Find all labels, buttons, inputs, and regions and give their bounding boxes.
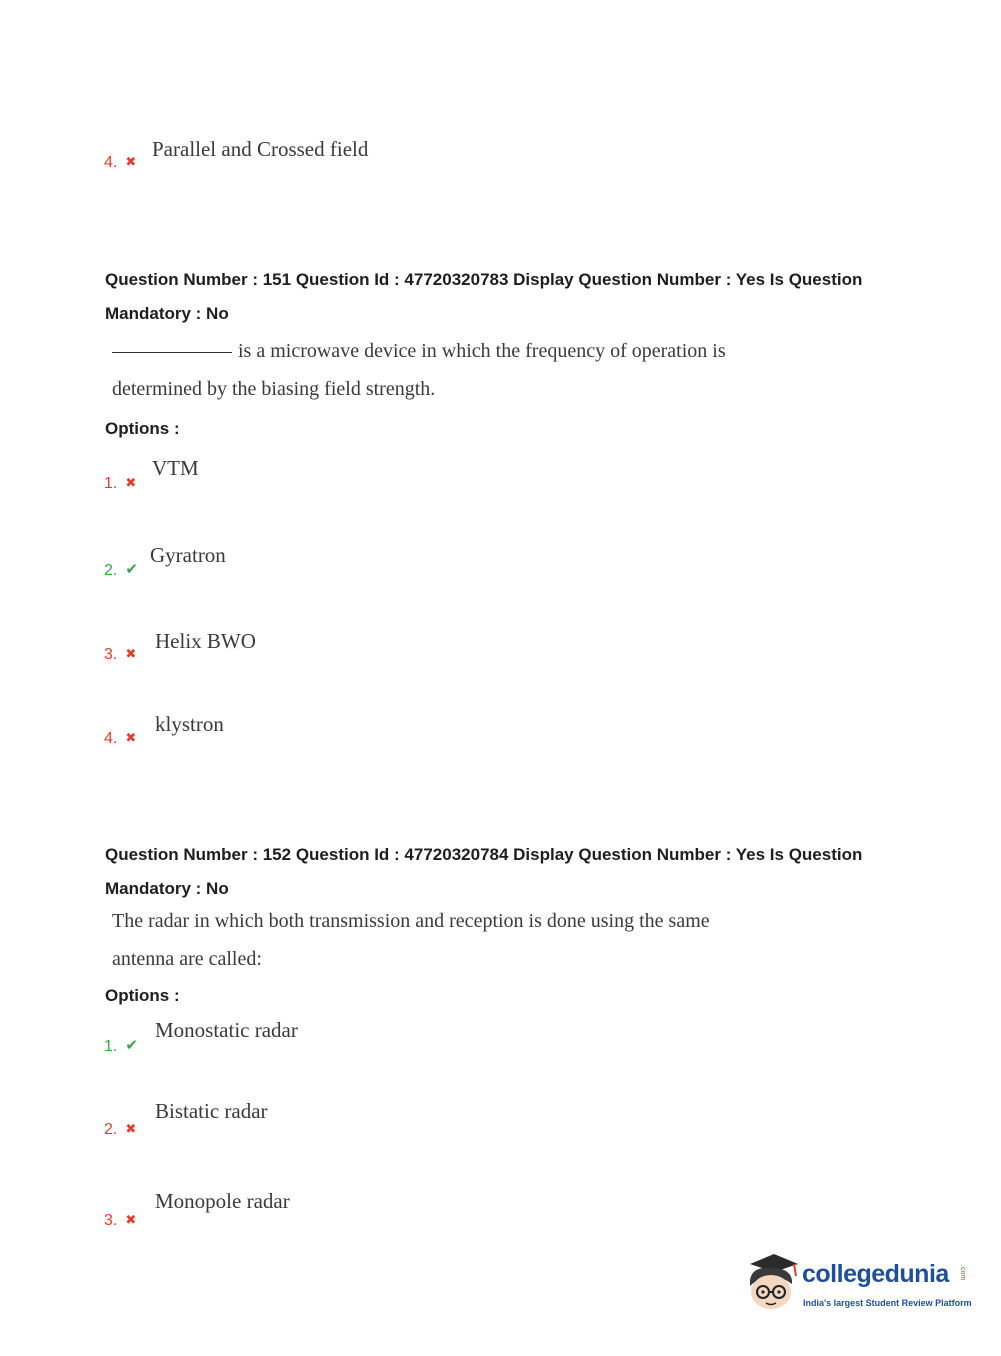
question-text: [112, 902, 772, 978]
question-header-line: Mandatory : No: [105, 304, 229, 323]
cross-icon: ✖: [125, 1121, 137, 1136]
option-text: Monopole radar: [155, 1189, 290, 1213]
option-text: Bistatic radar: [155, 1099, 268, 1123]
answer-blank: [112, 352, 232, 353]
question-header-line: Question Number : 151 Question Id : 47720320783 Display Question Number : Yes Is Question: [105, 270, 863, 289]
question-text: [112, 332, 752, 408]
question-text-line: The radar in which both transmission and reception is done using the same: [112, 910, 710, 932]
mascot-icon: [742, 1250, 800, 1316]
question-text-line: determined by the biasing field strength.: [112, 378, 436, 400]
option-text: Monostatic radar: [155, 1018, 298, 1042]
options-label: Options :: [105, 986, 180, 1005]
option-text: klystron: [155, 712, 224, 736]
option-number-label: 2.: [104, 562, 118, 579]
option-number-label: 3.: [104, 646, 118, 663]
question-text-span: is a microwave device in which the frequency of operation is: [238, 340, 726, 362]
logo-domain-suffix: .com: [959, 1265, 966, 1281]
question-header-line: Question Number : 152 Question Id : 47720320784 Display Question Number : Yes Is Question: [105, 845, 863, 864]
option-text: VTM: [152, 456, 199, 480]
collegedunia-logo: [742, 1250, 972, 1320]
logo-tagline: India's largest Student Review Platform: [803, 1298, 972, 1308]
cross-icon: ✖: [125, 154, 137, 169]
option-number: [104, 1121, 136, 1139]
option-number-label: 3.: [104, 1212, 118, 1229]
question-header: [105, 838, 925, 906]
option-number-label: 2.: [104, 1121, 118, 1138]
options-label: Options :: [105, 419, 180, 438]
option-text: Gyratron: [150, 543, 226, 567]
cross-icon: ✖: [125, 1212, 137, 1227]
check-icon: ✔: [125, 1037, 138, 1054]
option-number: [104, 1212, 136, 1230]
question-header-line: Mandatory : No: [105, 879, 229, 898]
option-number-label: 1.: [104, 1038, 118, 1055]
option-number-label: 4.: [104, 730, 118, 747]
option-text: Helix BWO: [155, 629, 256, 653]
check-icon: ✔: [125, 561, 138, 578]
option-number: [104, 475, 136, 493]
question-header: [105, 263, 925, 331]
option-number: [104, 154, 136, 172]
option-number: [104, 646, 136, 664]
cross-icon: ✖: [125, 646, 137, 661]
option-number-label: 4.: [104, 154, 118, 171]
option-number-label: 1.: [104, 475, 118, 492]
question-text-line: [112, 332, 752, 370]
option-number: [104, 560, 138, 580]
cross-icon: ✖: [125, 730, 137, 745]
question-text-line: antenna are called:: [112, 948, 262, 970]
option-text: Parallel and Crossed field: [152, 137, 369, 161]
option-number: [104, 730, 136, 748]
logo-wordmark: collegedunia: [802, 1260, 949, 1288]
option-number: [104, 1036, 138, 1056]
cross-icon: ✖: [125, 475, 137, 490]
